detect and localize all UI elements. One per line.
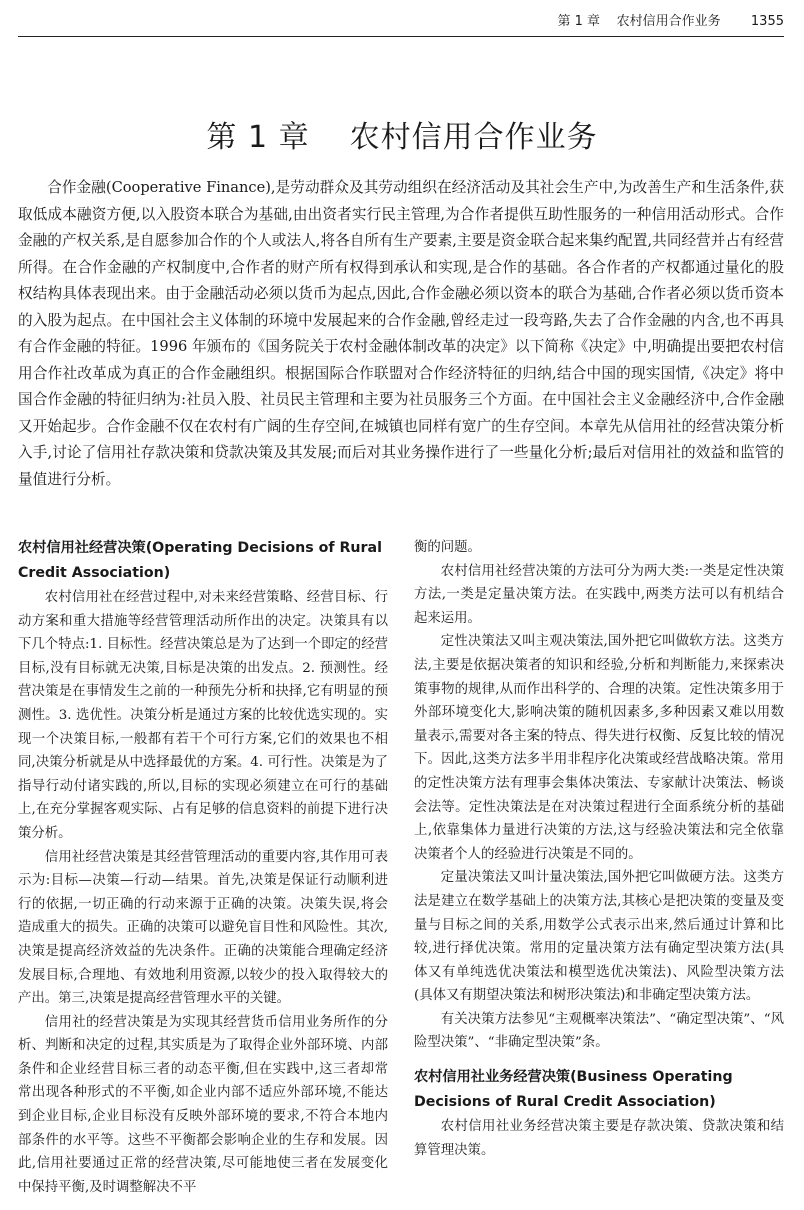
intro-paragraph: 合作金融(Cooperative Finance),是劳动群众及其劳动组织在经济活动及其社会生产中,为改善生产和生活条件,获取低成本融资方便,以入股资本联合为基础,由出资者实行民主管理,为合作者提供互助性服务的一种信用活动形式。合作金融的产权关系,是自愿参加合作的个人或法人,将各自所有生产要素,主要是资金联合起来集约配置,共同经营并占有经营所得。在合作金融的产权制度中,合作者的财产所有权得到承认和实现,是合作的基础。各合作者的产权都通过量化的股权结构具体表现出来。由于金融活动必须以货币为起点,因此,合作金融必须以资本的联合为基础,合作者必须以货币资本的入股为起点。在中国社会主义体制的环境中发展起来的合作金融,曾经走过一段弯路,失去了合作金融的内含,也不再具有合作金融的特征。1996 年颁布的《国务院关于农村金融体制改革的决定》以下简称《决定》中,明确提出要把农村信用合作社改革成为真正的合作金融组织。根据国际合作联盟对合作经济特征的归纳,结合中国的现实国情,《决定》将中国合作金融的特征归纳为:社员入股、社员民主管理和主要为社员服务三个方面。在中国社会主义金融经济中,合作金融又开始起步。合作金融不仅在农村有广阔的生存空间,在城镇也同样有宽广的生存空间。本章先从信用社的经营决策分析入手,讨论了信用社存款决策和贷款决策及其发展;而后对其业务操作进行了一些量化分析;最后对信用社的效益和监管的量值进行分析。 — [18, 179, 784, 488]
paragraph-continuation: 衡的问题。 — [414, 540, 481, 555]
page-number: 1355 — [750, 14, 784, 29]
chapter-number: 第 1 章 — [206, 120, 310, 156]
paragraph: 定性决策法又叫主观决策法,国外把它叫做软方法。这类方法,主要是依据决策者的知识和经验,分析和判断能力,来探索决策事物的规律,从而作出科学的、合理的决策。定性决策多用于外部环境变化大,影响决策的随机因素多,多种因素又难以用数量表示,需要对各主案的特点、得失进行权衡、反复比较的情况下。因此,这类方法多半用非程序化决策或经营战略决策。常用的定性决策方法有理事会集体决策法、专家献计决策法、畅谈会法等。定性决策法是在对决策过程进行全面系统分析的基础上,依靠集体力量进行决策的方法,这与经验决策法和完全依靠决策者个人的经验进行决策是不同的。 — [414, 634, 784, 862]
paragraph: 农村信用社经营决策的方法可分为两大类:一类是定性决策方法,一类是定量决策方法。在实践中,两类方法可以有机结合起来运用。 — [414, 563, 784, 626]
header-chapter-label: 第 1 章 — [557, 14, 601, 29]
paragraph: 信用社经营决策是其经营管理活动的重要内容,其作用可表示为:目标—决策—行动—结果。首先,决策是保证行动顺利进行的依据,一切正确的行动来源于正确的决策。决策失误,将会造成重大的损失。正确的决策可以避免盲目性和风险性。其次,决策是提高经济效益的先决条件。正确的决策能合理确定经济发展目标,合理地、有效地利用资源,以较少的投入取得较大的产出。第三,决策是提高经营管理水平的关键。 — [18, 849, 388, 1007]
paragraph: 农村信用社业务经营决策主要是存款决策、贷款决策和结算管理决策。 — [414, 1119, 784, 1158]
header-chapter-name: 农村信用合作业务 — [616, 14, 721, 29]
chapter-title-text: 农村信用合作业务 — [349, 120, 598, 156]
left-column — [18, 536, 388, 1199]
paragraph: 定量决策法又叫计量决策法,国外把它叫做硬方法。这类方法是建立在数学基础上的决策方法,其核心是把决策的变量及变量与目标之间的关系,用数学公式表示出来,然后通过计算和比较,进行择优决策。常用的定量决策方法有确定型决策方法(具体又有单纯选优决策法和模型选优决策法)、风险型决策方法(具体又有期望决策法和树形决策法)和非确定型决策方法。 — [414, 870, 784, 1004]
chapter-title — [0, 116, 804, 160]
paragraph: 信用社的经营决策是为实现其经营货币信用业务所作的分析、判断和决定的过程,其实质是为了取得企业外部环境、内部条件和企业经营目标三者的动态平衡,但在实践中,这三者却常常出现各种形式的不平衡,如企业内部不适应外部环境,不能达到企业目标,企业目标没有反映外部环境的要求,不符合本地内部条件的水平等。这些不平衡都会影响企业的生存和发展。因此,信用社要通过正常的经营决策,尽可能地使三者在发展变化中保持平衡,及时调整解决不平 — [18, 1014, 388, 1195]
right-column — [414, 536, 784, 1162]
paragraph: 有关决策方法参见“主观概率决策法”、“确定型决策”、“风险型决策”、“非确定型决策”条。 — [414, 1011, 784, 1051]
section-heading-operating-decisions: 农村信用社经营决策(Operating Decisions of Rural Credit Association) — [18, 540, 382, 581]
paragraph: 农村信用社在经营过程中,对未来经营策略、经营目标、行动方案和重大措施等经营管理活动所作出的决定。决策具有以下几个特点:1. 目标性。经营决策总是为了达到一个即定的经营目标,没有目标就无决策,目标是决策的出发点。2. 预测性。经营决策是在事情发生之前的一种预先分析和抉择,它有明显的预测性。3. 选优性。决策分析是通过方案的比较优选实现的。实现一个决策目标,一般都有若干个可行方案,它们的效果也不相同,决策分析就是从中选择最优的方案。4. 可行性。决策是为了指导行动付诸实践的,所以,目标的实现必须建立在可行的基础上,在充分掌握客观实际、占有足够的信息资料的前提下进行决策分析。 — [18, 590, 388, 841]
running-header — [18, 8, 784, 37]
section-heading-business-operating-decisions: 农村信用社业务经营决策(Business Operating Decisions of Rural Credit Association) — [414, 1069, 733, 1111]
